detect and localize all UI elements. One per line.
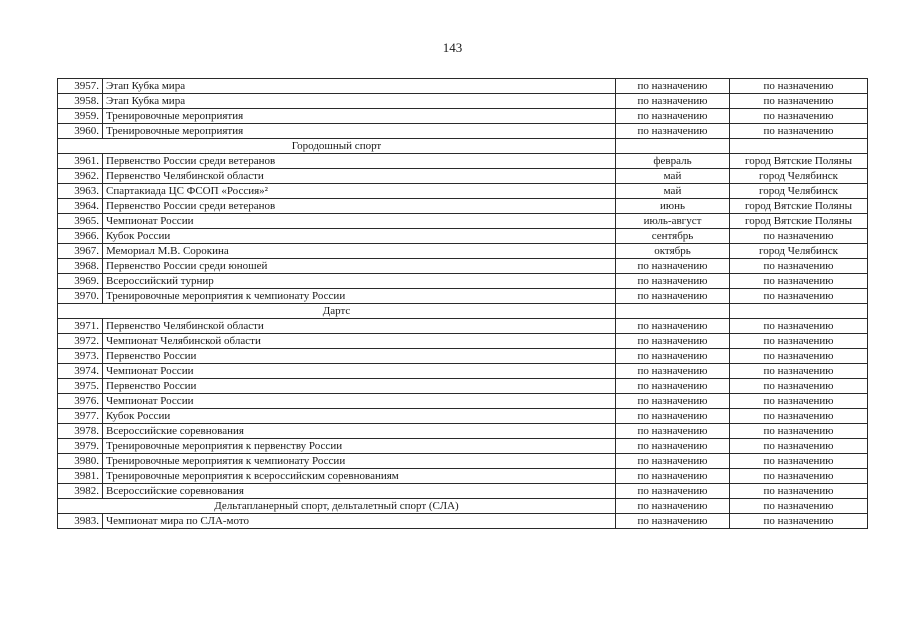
event-date-cell: по назначению	[616, 349, 730, 364]
table-row	[58, 454, 868, 469]
event-date-cell: по назначению	[616, 79, 730, 94]
event-date-cell: по назначению	[616, 259, 730, 274]
event-place-cell: по назначению	[730, 364, 868, 379]
event-place-cell: по назначению	[730, 259, 868, 274]
section-place-cell: по назначению	[730, 499, 868, 514]
event-name-cell: Чемпионат России	[103, 214, 616, 229]
event-date-cell: по назначению	[616, 469, 730, 484]
table-row	[58, 409, 868, 424]
event-date-cell: по назначению	[616, 454, 730, 469]
table-row	[58, 229, 868, 244]
event-name-cell: Этап Кубка мира	[103, 94, 616, 109]
table-row	[58, 94, 868, 109]
event-number-cell: 3972.	[58, 334, 103, 349]
event-date-cell: по назначению	[616, 424, 730, 439]
event-place-cell: по назначению	[730, 334, 868, 349]
event-number-cell: 3982.	[58, 484, 103, 499]
table-row	[58, 394, 868, 409]
section-date-cell	[616, 304, 730, 319]
table-row	[58, 469, 868, 484]
event-name-cell: Первенство Челябинской области	[103, 169, 616, 184]
event-place-cell: по назначению	[730, 319, 868, 334]
event-date-cell: по назначению	[616, 514, 730, 529]
event-name-cell: Тренировочные мероприятия к чемпионату России	[103, 454, 616, 469]
event-name-cell: Спартакиада ЦС ФСОП «Россия»²	[103, 184, 616, 199]
event-date-cell: май	[616, 184, 730, 199]
table-row	[58, 154, 868, 169]
event-name-cell: Кубок России	[103, 409, 616, 424]
event-name-cell: Всероссийский турнир	[103, 274, 616, 289]
event-place-cell: по назначению	[730, 484, 868, 499]
event-name-cell: Чемпионат России	[103, 394, 616, 409]
section-place-cell	[730, 139, 868, 154]
event-place-cell: по назначению	[730, 79, 868, 94]
event-place-cell: по назначению	[730, 109, 868, 124]
event-place-cell: по назначению	[730, 229, 868, 244]
event-date-cell: по назначению	[616, 364, 730, 379]
section-header-row	[58, 499, 868, 514]
event-date-cell: по назначению	[616, 484, 730, 499]
event-name-cell: Чемпионат мира по СЛА-мото	[103, 514, 616, 529]
table-row	[58, 379, 868, 394]
event-number-cell: 3973.	[58, 349, 103, 364]
table-row	[58, 484, 868, 499]
table-row	[58, 274, 868, 289]
event-place-cell: город Челябинск	[730, 184, 868, 199]
event-place-cell: город Вятские Поляны	[730, 154, 868, 169]
event-number-cell: 3963.	[58, 184, 103, 199]
event-place-cell: по назначению	[730, 94, 868, 109]
event-date-cell: октябрь	[616, 244, 730, 259]
event-number-cell: 3959.	[58, 109, 103, 124]
section-date-cell	[616, 139, 730, 154]
section-date-cell: по назначению	[616, 499, 730, 514]
event-name-cell: Мемориал М.В. Сорокина	[103, 244, 616, 259]
table-row	[58, 244, 868, 259]
event-place-cell: по назначению	[730, 439, 868, 454]
event-date-cell: сентябрь	[616, 229, 730, 244]
event-date-cell: по назначению	[616, 394, 730, 409]
event-date-cell: по назначению	[616, 124, 730, 139]
event-name-cell: Первенство России	[103, 349, 616, 364]
event-number-cell: 3983.	[58, 514, 103, 529]
section-header-row	[58, 304, 868, 319]
table-row	[58, 424, 868, 439]
event-number-cell: 3971.	[58, 319, 103, 334]
event-number-cell: 3965.	[58, 214, 103, 229]
event-number-cell: 3981.	[58, 469, 103, 484]
event-date-cell: по назначению	[616, 379, 730, 394]
event-name-cell: Кубок России	[103, 229, 616, 244]
event-number-cell: 3968.	[58, 259, 103, 274]
event-name-cell: Первенство России среди ветеранов	[103, 199, 616, 214]
event-date-cell: по назначению	[616, 409, 730, 424]
event-date-cell: май	[616, 169, 730, 184]
event-date-cell: июль-август	[616, 214, 730, 229]
event-number-cell: 3977.	[58, 409, 103, 424]
page-number: 143	[442, 40, 463, 55]
event-name-cell: Чемпионат России	[103, 364, 616, 379]
event-number-cell: 3967.	[58, 244, 103, 259]
event-number-cell: 3966.	[58, 229, 103, 244]
event-number-cell: 3961.	[58, 154, 103, 169]
table-row	[58, 364, 868, 379]
event-date-cell: февраль	[616, 154, 730, 169]
event-number-cell: 3957.	[58, 79, 103, 94]
event-place-cell: город Вятские Поляны	[730, 199, 868, 214]
event-number-cell: 3980.	[58, 454, 103, 469]
event-name-cell: Первенство России среди ветеранов	[103, 154, 616, 169]
table-row	[58, 199, 868, 214]
event-number-cell: 3975.	[58, 379, 103, 394]
table-row	[58, 334, 868, 349]
event-place-cell: по назначению	[730, 124, 868, 139]
event-date-cell: по назначению	[616, 94, 730, 109]
event-number-cell: 3978.	[58, 424, 103, 439]
event-place-cell: по назначению	[730, 289, 868, 304]
event-name-cell: Тренировочные мероприятия к чемпионату России	[103, 289, 616, 304]
table-row	[58, 214, 868, 229]
event-place-cell: город Челябинск	[730, 169, 868, 184]
event-place-cell: по назначению	[730, 454, 868, 469]
event-number-cell: 3958.	[58, 94, 103, 109]
event-number-cell: 3976.	[58, 394, 103, 409]
section-title: Дартс	[58, 304, 616, 319]
event-name-cell: Тренировочные мероприятия к всероссийским соревнованиям	[103, 469, 616, 484]
event-date-cell: июнь	[616, 199, 730, 214]
event-place-cell: по назначению	[730, 409, 868, 424]
event-name-cell: Тренировочные мероприятия	[103, 124, 616, 139]
table-row	[58, 319, 868, 334]
event-name-cell: Первенство Челябинской области	[103, 319, 616, 334]
event-date-cell: по назначению	[616, 274, 730, 289]
event-name-cell: Тренировочные мероприятия к первенству России	[103, 439, 616, 454]
event-place-cell: по назначению	[730, 379, 868, 394]
table-row	[58, 289, 868, 304]
section-title: Городошный спорт	[58, 139, 616, 154]
event-date-cell: по назначению	[616, 109, 730, 124]
event-place-cell: по назначению	[730, 349, 868, 364]
table-row	[58, 79, 868, 94]
event-number-cell: 3970.	[58, 289, 103, 304]
event-number-cell: 3969.	[58, 274, 103, 289]
event-date-cell: по назначению	[616, 289, 730, 304]
event-number-cell: 3960.	[58, 124, 103, 139]
event-name-cell: Тренировочные мероприятия	[103, 109, 616, 124]
event-place-cell: город Вятские Поляны	[730, 214, 868, 229]
table-row	[58, 259, 868, 274]
event-number-cell: 3962.	[58, 169, 103, 184]
event-name-cell: Этап Кубка мира	[103, 79, 616, 94]
event-number-cell: 3979.	[58, 439, 103, 454]
event-name-cell: Первенство России среди юношей	[103, 259, 616, 274]
event-number-cell: 3964.	[58, 199, 103, 214]
event-place-cell: по назначению	[730, 424, 868, 439]
table-row	[58, 109, 868, 124]
event-name-cell: Чемпионат Челябинской области	[103, 334, 616, 349]
event-place-cell: город Челябинск	[730, 244, 868, 259]
table-row	[58, 184, 868, 199]
event-name-cell: Всероссийские соревнования	[103, 424, 616, 439]
event-place-cell: по назначению	[730, 274, 868, 289]
event-date-cell: по назначению	[616, 439, 730, 454]
event-date-cell: по назначению	[616, 334, 730, 349]
event-name-cell: Всероссийские соревнования	[103, 484, 616, 499]
section-title: Дельтапланерный спорт, дельталетный спорт (СЛА)	[58, 499, 616, 514]
event-place-cell: по назначению	[730, 514, 868, 529]
section-place-cell	[730, 304, 868, 319]
table-row	[58, 439, 868, 454]
table-row	[58, 349, 868, 364]
table-row	[58, 514, 868, 529]
table-row	[58, 124, 868, 139]
event-name-cell: Первенство России	[103, 379, 616, 394]
events-table	[57, 78, 868, 529]
event-date-cell: по назначению	[616, 319, 730, 334]
event-place-cell: по назначению	[730, 394, 868, 409]
event-number-cell: 3974.	[58, 364, 103, 379]
table-row	[58, 169, 868, 184]
events-table-body	[58, 79, 868, 529]
section-header-row	[58, 139, 868, 154]
event-place-cell: по назначению	[730, 469, 868, 484]
